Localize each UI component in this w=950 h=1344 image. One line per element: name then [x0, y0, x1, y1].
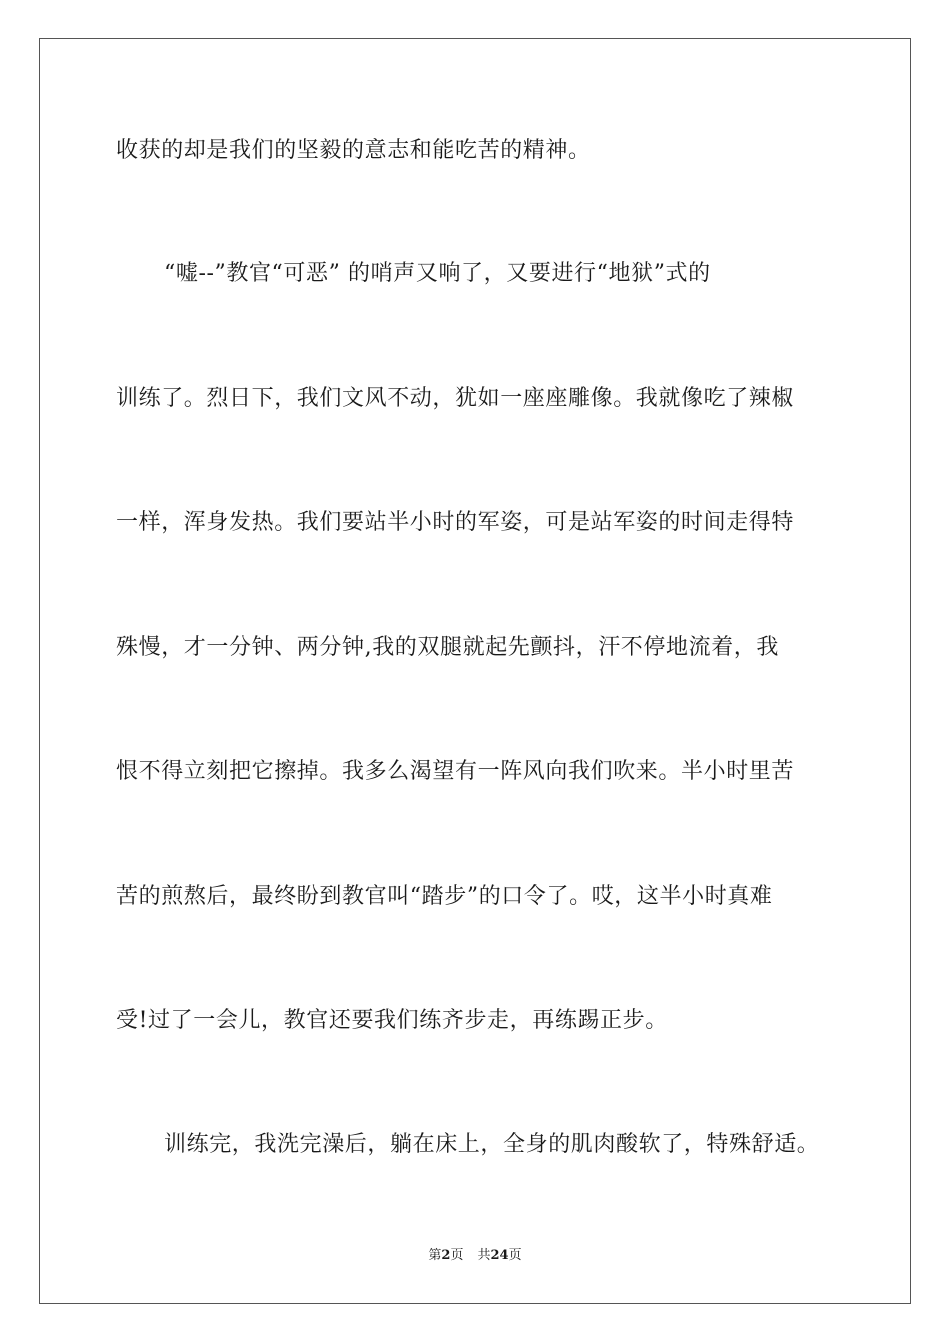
- text-line-1: 收获的却是我们的坚毅的意志和能吃苦的精神。: [116, 138, 591, 163]
- page-footer: [0, 1247, 950, 1265]
- text-line-6: 恨不得立刻把它擦掉。我多么渴望有一阵风向我们吹来。半小时里苦: [116, 759, 795, 784]
- text-line-5: 殊慢，才一分钟、两分钟,我的双腿就起先颤抖，汗不停地流着，我: [116, 635, 779, 660]
- total-suffix: 页: [508, 1248, 522, 1263]
- text-line-7: 苦的煎熬后，最终盼到教官叫“踏步”的口令了。哎，这半小时真难: [116, 884, 773, 909]
- text-line-3: 训练了。烈日下，我们文风不动，犹如一座座雕像。我就像吃了辣椒: [116, 386, 795, 411]
- page-prefix: 第: [428, 1248, 442, 1263]
- text-line-2: “嘘--”教官“可恶” 的哨声又响了，又要进行“地狱”式的: [164, 261, 711, 286]
- total-pages: 24: [490, 1248, 509, 1263]
- text-line-4: 一样，浑身发热。我们要站半小时的军姿，可是站军姿的时间走得特: [116, 510, 795, 535]
- page-number: 2: [441, 1248, 451, 1263]
- text-line-8: 受!过了一会儿，教官还要我们练齐步走，再练踢正步。: [116, 1008, 668, 1033]
- text-line-9: 训练完，我洗完澡后，躺在床上，全身的肌肉酸软了，特殊舒适。: [164, 1132, 820, 1157]
- page-border: [39, 38, 911, 1304]
- total-prefix: 共: [477, 1248, 491, 1263]
- page-suffix: 页: [450, 1248, 464, 1263]
